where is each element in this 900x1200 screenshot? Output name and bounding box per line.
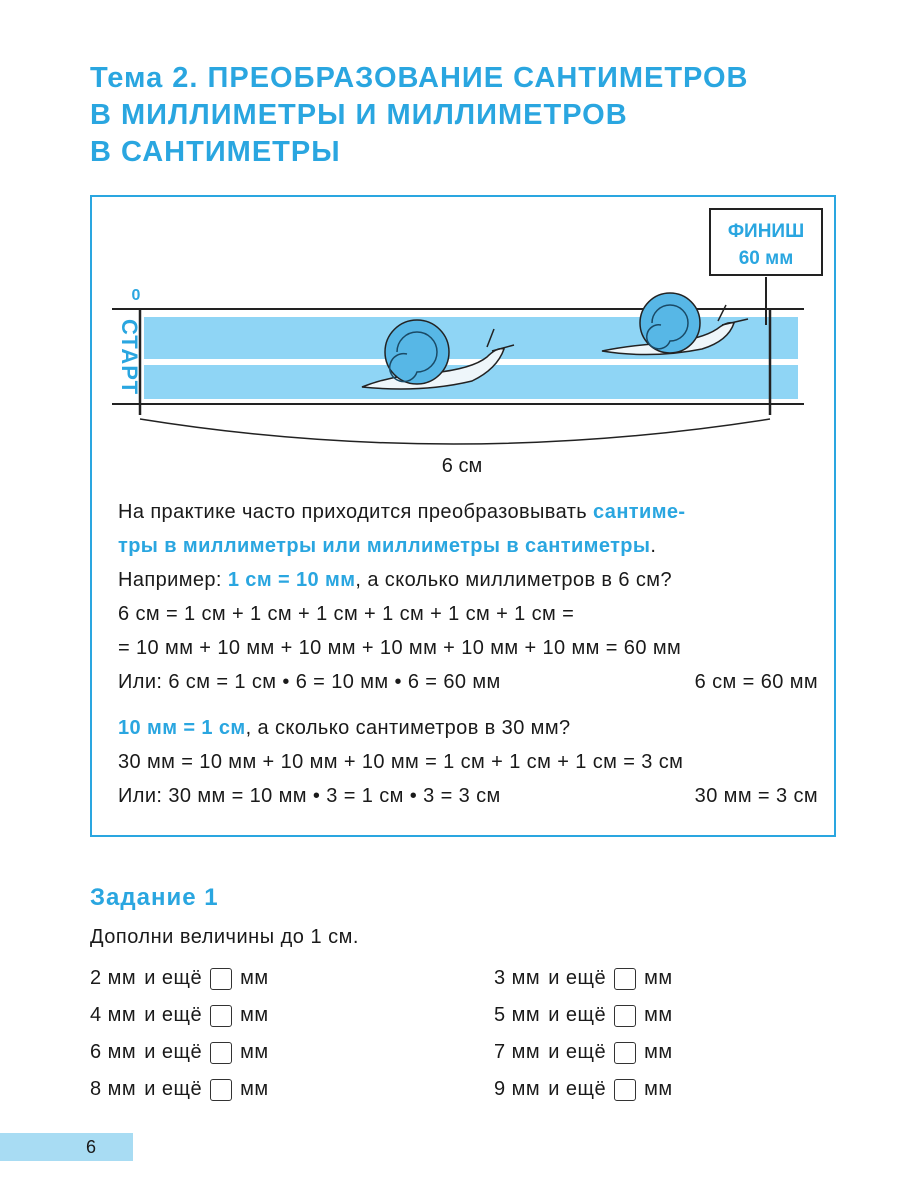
theory-line: Или: 6 см = 1 см • 6 = 10 мм • 6 = 60 мм 6 см = 60 мм xyxy=(118,671,818,693)
finish-label: ФИНИШ xyxy=(727,221,805,242)
theory-line: тры в миллиметры или миллиметры в сантиметры. xyxy=(118,535,657,557)
task-item: 7 мм и ещё мм xyxy=(494,1041,673,1063)
theory-line: 10 мм = 1 см, а сколько сантиметров в 30 мм? xyxy=(118,717,571,739)
answer-box[interactable] xyxy=(210,968,232,990)
task-instruction: Дополни величины до 1 см. xyxy=(90,926,359,948)
page-number: 6 xyxy=(0,1133,133,1161)
task-item: 4 мм и ещё мм xyxy=(90,1004,269,1026)
scale-label: 6 см xyxy=(441,455,483,477)
answer-box[interactable] xyxy=(210,1042,232,1064)
theory-box xyxy=(90,195,836,837)
zero-label: 0 xyxy=(131,287,141,304)
answer-box[interactable] xyxy=(614,968,636,990)
answer-box[interactable] xyxy=(210,1005,232,1027)
answer-box[interactable] xyxy=(614,1042,636,1064)
task-item: 9 мм и ещё мм xyxy=(494,1078,673,1100)
task-item: 2 мм и ещё мм xyxy=(90,967,269,989)
finish-value: 60 мм xyxy=(738,248,794,269)
theory-text xyxy=(118,495,818,813)
task-item: 8 мм и ещё мм xyxy=(90,1078,269,1100)
title-line-3: В САНТИМЕТРЫ xyxy=(90,136,341,168)
start-label: СТАРТ xyxy=(117,318,142,396)
title-line-2: В МИЛЛИМЕТРЫ И МИЛЛИМЕТРОВ xyxy=(90,99,628,131)
task-items xyxy=(90,964,730,1104)
theory-line: = 10 мм + 10 мм + 10 мм + 10 мм + 10 мм + 10 мм = 60 мм xyxy=(118,637,682,659)
task-item: 6 мм и ещё мм xyxy=(90,1041,269,1063)
snail-race-illustration xyxy=(92,197,838,487)
task-item: 5 мм и ещё мм xyxy=(494,1004,673,1026)
task-title: Задание 1 xyxy=(90,884,219,911)
title-line-1: Тема 2. ПРЕОБРАЗОВАНИЕ САНТИМЕТРОВ xyxy=(90,62,749,94)
theory-line: Или: 30 мм = 10 мм • 3 = 1 см • 3 = 3 см 30 мм = 3 см xyxy=(118,785,818,807)
answer-box[interactable] xyxy=(614,1079,636,1101)
page-title xyxy=(90,60,870,171)
answer-box[interactable] xyxy=(210,1079,232,1101)
theory-line: 6 см = 1 см + 1 см + 1 см + 1 см + 1 см + 1 см = xyxy=(118,603,575,625)
task-item: 3 мм и ещё мм xyxy=(494,967,673,989)
theory-line: На практике часто приходится преобразовывать сантиме- xyxy=(118,501,686,523)
theory-line: 30 мм = 10 мм + 10 мм + 10 мм = 1 см + 1 см + 1 см = 3 см xyxy=(118,751,684,773)
answer-box[interactable] xyxy=(614,1005,636,1027)
measure-arc xyxy=(140,419,770,444)
theory-line: Например: 1 см = 10 мм, а сколько миллиметров в 6 см? xyxy=(118,569,672,591)
